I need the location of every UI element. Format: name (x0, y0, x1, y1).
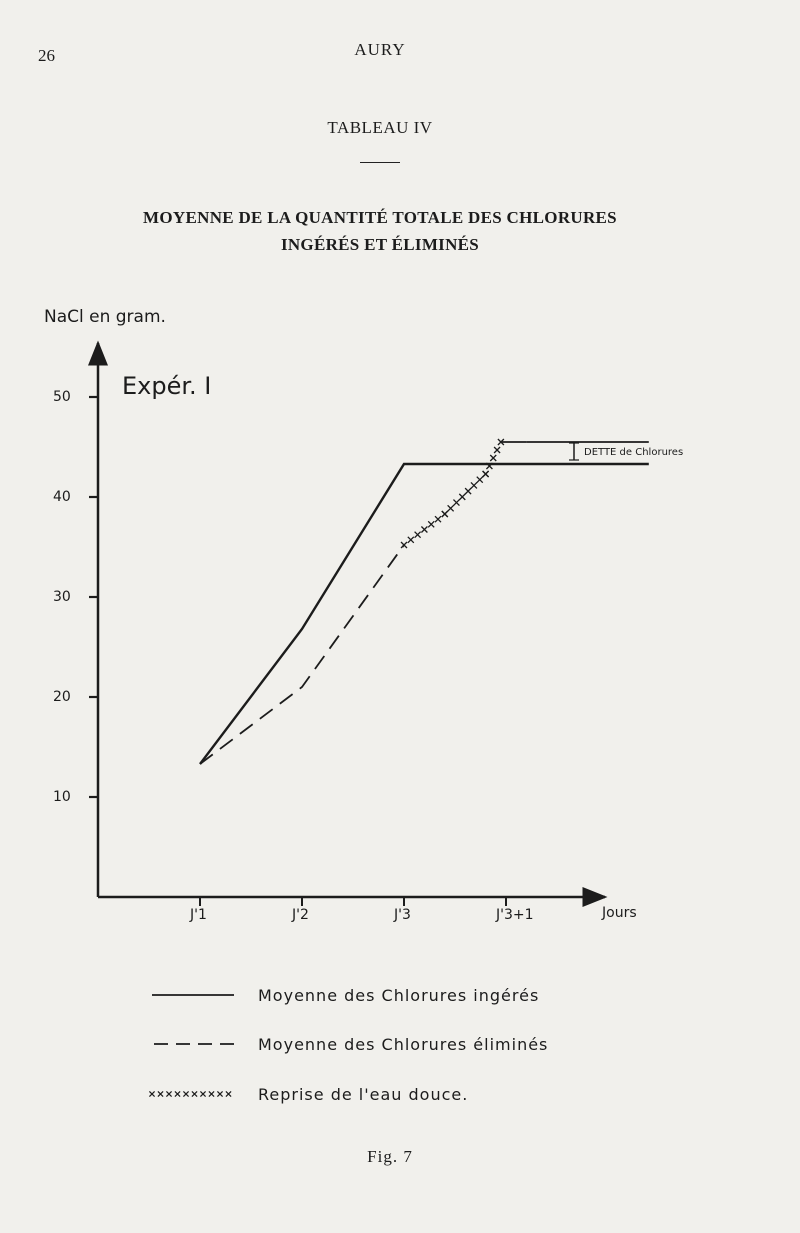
debt-annotation (569, 443, 683, 460)
legend-label: Reprise de l'eau douce. (258, 1085, 469, 1104)
y-tick-label: 20 (53, 689, 71, 705)
series-1 (200, 545, 404, 764)
y-tick-label: 10 (53, 789, 71, 805)
legend-label: Moyenne des Chlorures ingérés (258, 986, 540, 1005)
legend-swatch-cross (209, 1091, 214, 1096)
series-line-elimines (200, 545, 404, 764)
cross-marker (442, 511, 448, 517)
legend-swatch-cross (217, 1091, 222, 1096)
x-tick-label: J'1 (190, 907, 207, 923)
legend-swatch-cross (158, 1091, 163, 1096)
x-tick-label: J'2 (292, 907, 309, 923)
debt-annotation-label: DETTE de Chlorures (584, 447, 684, 458)
x-tick-label: J'3+1 (496, 907, 534, 923)
legend-item (149, 1085, 468, 1104)
y-tick-label: 40 (53, 489, 71, 505)
cross-marker (459, 494, 465, 500)
legend-item (152, 986, 539, 1005)
legend-swatch-cross (149, 1091, 154, 1096)
legend (149, 986, 548, 1104)
y-tick-label: 50 (53, 389, 71, 405)
y-axis-label: NaCl en gram. (44, 307, 166, 327)
y-tick-label: 30 (53, 589, 71, 605)
cross-marker (448, 505, 454, 511)
cross-marker (483, 471, 489, 477)
running-header-author: AURY (354, 40, 406, 59)
series-line-ingeres (200, 464, 649, 764)
cross-marker (408, 537, 414, 543)
cross-marker (471, 482, 477, 488)
legend-swatch-cross (192, 1091, 197, 1096)
chart-title: Expér. I (122, 372, 212, 400)
figure-title-line-2: INGÉRÉS ET ÉLIMINÉS (280, 235, 480, 254)
page-number: 26 (38, 46, 55, 65)
cross-marker (428, 521, 434, 527)
cross-marker (401, 542, 407, 548)
cross-marker (477, 477, 483, 483)
x-axis-label: Jours (602, 905, 637, 921)
table-title: TABLEAU IV (327, 118, 433, 137)
cross-marker (490, 455, 496, 461)
legend-swatch-cross (226, 1091, 231, 1096)
legend-label: Moyenne des Chlorures éliminés (258, 1035, 549, 1054)
cross-marker (465, 488, 471, 494)
cross-marker (421, 527, 427, 533)
figure-caption: Fig. 7 (367, 1147, 413, 1166)
axis-ticks (53, 389, 534, 923)
legend-swatch-cross (200, 1091, 205, 1096)
cross-marker (435, 516, 441, 522)
legend-item (154, 1035, 548, 1054)
series-group (200, 439, 649, 764)
cross-marker (415, 532, 421, 538)
cross-marker (494, 447, 500, 453)
cross-marker (453, 500, 459, 506)
figure-title-line-1: MOYENNE DE LA QUANTITÉ TOTALE DES CHLORURES (143, 208, 617, 227)
x-tick-label: J'3 (394, 907, 411, 923)
series-0 (200, 464, 649, 764)
legend-swatch-cross (166, 1091, 171, 1096)
legend-swatch-cross (183, 1091, 188, 1096)
legend-swatch-cross (175, 1091, 180, 1096)
